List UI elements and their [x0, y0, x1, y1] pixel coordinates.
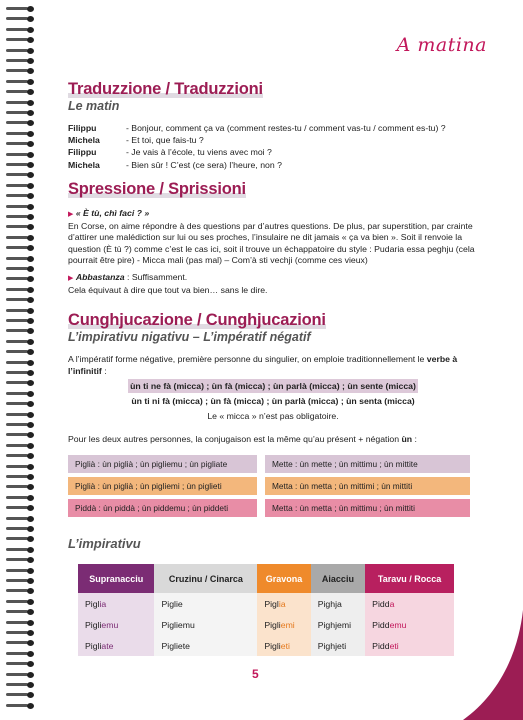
table-cell: [78, 593, 154, 614]
chapter-title: A matina: [396, 34, 487, 56]
spiral-ring: [6, 609, 36, 615]
table-cell: [257, 635, 310, 656]
ending: jemi: [335, 619, 352, 630]
spiral-ring: [6, 37, 36, 43]
spiral-ring: [6, 505, 36, 511]
spiral-ring: [6, 16, 36, 22]
spiral-ring: [6, 516, 36, 522]
spiral-ring: [6, 339, 36, 345]
table-row: [78, 635, 454, 656]
section-title-conjugation: [68, 311, 326, 329]
spiral-ring: [6, 464, 36, 470]
spiral-ring: [6, 547, 36, 553]
speaker-name: Filippu: [68, 147, 97, 158]
ending: jeti: [335, 640, 347, 651]
section-title-text: Cunghjucazione / Cunghjucazioni: [68, 311, 326, 329]
other-persons-note: [68, 434, 478, 446]
ending: emu: [101, 619, 119, 630]
section-title-translation: [68, 80, 263, 98]
ending: ia: [278, 598, 286, 609]
section-subtitle-imperative-negative: L’impirativu nigativu – L’impératif négatif: [68, 330, 311, 344]
stem: Pigli: [161, 640, 178, 651]
dialogue-line: [68, 146, 446, 158]
conjugation-box: Metta : ùn metta ; ùn mittimu ; ùn mittiti: [265, 499, 470, 517]
ending: eti: [280, 640, 290, 651]
spiral-ring: [6, 89, 36, 95]
ending: ia: [99, 598, 107, 609]
stem: Pigh: [317, 640, 336, 651]
conjugation-box: Piglià : ùn piglià ; ùn pigliemu ; ùn pigliate: [68, 455, 257, 473]
spiral-ring: [6, 152, 36, 158]
spiral-ring: [6, 651, 36, 657]
section-title-expression: [68, 180, 246, 198]
table-cell: [311, 635, 365, 656]
spiral-ring: [6, 640, 36, 646]
intro-text: A l’impératif forme négative, première personne du singulier, on emploie traditionnellement le: [68, 354, 427, 364]
spiral-ring: [6, 484, 36, 490]
spiral-ring: [6, 661, 36, 667]
section-title-text: Spressione / Sprissioni: [68, 180, 246, 198]
stem: Pigli: [264, 619, 281, 630]
spiral-ring: [6, 495, 36, 501]
spiral-ring: [6, 110, 36, 116]
stem: Pidd: [372, 598, 390, 609]
column-header: Supranacciu: [78, 564, 154, 593]
note-bold: ùn: [401, 434, 413, 444]
spiral-ring: [6, 672, 36, 678]
spiral-ring: [6, 162, 36, 168]
spiral-ring: [6, 620, 36, 626]
table-row: [78, 593, 454, 614]
spiral-ring: [6, 599, 36, 605]
table-cell: [257, 614, 310, 635]
ending: ete: [177, 640, 190, 651]
spiral-ring: [6, 453, 36, 459]
expression-definition: : Suffisamment.: [124, 272, 188, 282]
spiral-ring: [6, 131, 36, 137]
spiral-ring: [6, 100, 36, 106]
speaker-name: Michela: [68, 159, 100, 170]
expression-body: Cela équivaut à dire que tout va bien… sans le dire.: [68, 284, 268, 295]
spiral-ring: [6, 692, 36, 698]
spiral-ring: [6, 401, 36, 407]
spiral-ring: [6, 27, 36, 33]
micca-note: Le « micca » n’est pas obligatoire.: [207, 411, 339, 421]
column-header: Cruzinu / Cinarca: [154, 564, 257, 593]
spiral-ring: [6, 48, 36, 54]
spiral-ring: [6, 328, 36, 334]
spiral-ring: [6, 370, 36, 376]
ending: ie: [175, 598, 183, 609]
spiral-ring: [6, 172, 36, 178]
spiral-binding: [0, 0, 40, 720]
line-text: - Bien sûr ! C’est (ce sera) l’heure, non ?: [126, 159, 282, 170]
table-cell: [365, 593, 454, 614]
spiral-ring: [6, 349, 36, 355]
dialogue: [68, 122, 446, 171]
intro-bold: verbe à l’infinitif: [68, 354, 458, 376]
dialogue-line: [68, 134, 446, 146]
spiral-ring: [6, 568, 36, 574]
ending: emu: [177, 619, 195, 630]
conjugation-box: Piddà : ùn piddà ; ùn piddemu ; ùn piddeti: [68, 499, 257, 517]
table-cell: [154, 593, 257, 614]
page-number: 5: [252, 667, 259, 681]
spiral-ring: [6, 682, 36, 688]
ending: eti: [389, 640, 399, 651]
line-text: - Je vais à l’école, tu viens avec moi ?: [126, 147, 272, 158]
spiral-ring: [6, 380, 36, 386]
dialogue-line: [68, 159, 446, 171]
spiral-ring: [6, 526, 36, 532]
table-cell: [365, 614, 454, 635]
table-body: [78, 593, 454, 656]
table-cell: [257, 593, 310, 614]
dialogue-line: [68, 122, 446, 134]
column-header: Aiacciu: [311, 564, 365, 593]
section-title-text: Traduzzione / Traduzzioni: [68, 80, 263, 98]
spiral-ring: [6, 141, 36, 147]
spiral-ring: [6, 703, 36, 709]
expression-body: En Corse, on aime répondre à des questions par d’autres questions. De plus, par superstition, par crainte d’attirer une malédiction sur lui ou ses proches, l’insulaire ne dit jamais « ça va bien ». Soit il renvoie la question (È tù ?) comme c’est le cas ici, soit il trouve un échappatoire du style : Pudaria essa peghju (cela pourrait être pire) - Micca mali (pas mal) – Com’à sti vechji (comme ces vieux): [68, 220, 475, 266]
stem: Pigl: [85, 598, 100, 609]
stem: Pigli: [264, 640, 281, 651]
section-title-imperative: L’impirativu: [68, 536, 141, 551]
note-end: :: [412, 434, 417, 444]
line-text: - Bonjour, comment ça va (comment restes-tu / comment vas-tu / comment es-tu) ?: [126, 123, 446, 133]
expression-block-1: [68, 208, 478, 267]
spiral-ring: [6, 235, 36, 241]
table-cell: [365, 635, 454, 656]
expression-title: Abbastanza: [75, 272, 125, 282]
table-cell: [154, 614, 257, 635]
column-header: Gravona: [257, 564, 310, 593]
table-cell: [78, 635, 154, 656]
conjugation-box: Piglià : ùn piglià ; ùn pigliemi ; ùn piglieti: [68, 477, 257, 495]
corner-decoration: [463, 610, 523, 720]
speaker-name: Filippu: [68, 123, 97, 133]
column-header: Taravu / Rocca: [365, 564, 454, 593]
section-subtitle-matin: Le matin: [68, 99, 120, 113]
spiral-ring: [6, 588, 36, 594]
spiral-ring: [6, 68, 36, 74]
stem: Pigl: [161, 598, 176, 609]
spiral-ring: [6, 297, 36, 303]
spiral-ring: [6, 276, 36, 282]
table-row: [78, 614, 454, 635]
spiral-ring: [6, 308, 36, 314]
spiral-ring: [6, 422, 36, 428]
spiral-ring: [6, 245, 36, 251]
stem: Pidd: [372, 619, 390, 630]
ending: emu: [389, 619, 407, 630]
imperative-table: [78, 564, 454, 656]
spiral-ring: [6, 266, 36, 272]
spiral-ring: [6, 536, 36, 542]
ending: ate: [101, 640, 114, 651]
triangle-bullet-icon: ▶: [68, 275, 74, 282]
spiral-ring: [6, 183, 36, 189]
stem: Pidd: [372, 640, 390, 651]
expression-title: « È tù, chì faci ? »: [75, 208, 150, 218]
spiral-ring: [6, 224, 36, 230]
conjugation-intro: [68, 354, 478, 377]
table-cell: [154, 635, 257, 656]
spiral-ring: [6, 630, 36, 636]
spiral-ring: [6, 120, 36, 126]
spiral-ring: [6, 193, 36, 199]
intro-end: :: [101, 365, 107, 376]
spiral-ring: [6, 391, 36, 397]
table-header-row: [78, 564, 454, 593]
ending: emi: [280, 619, 295, 630]
note-text: Pour les deux autres personnes, la conjugaison est la même qu’au présent + négation: [68, 434, 402, 444]
expression-block-2: [68, 272, 478, 296]
spiral-ring: [6, 256, 36, 262]
line-text: - Et toi, que fais-tu ?: [126, 135, 204, 146]
spiral-ring: [6, 443, 36, 449]
stem: Pigl: [264, 598, 279, 609]
spiral-ring: [6, 412, 36, 418]
speaker-name: Michela: [68, 135, 100, 146]
spiral-ring: [6, 204, 36, 210]
stem: Pigli: [85, 619, 102, 630]
spiral-ring: [6, 6, 36, 12]
stem: Pigli: [161, 619, 178, 630]
stem: Pigli: [85, 640, 102, 651]
spiral-ring: [6, 578, 36, 584]
stem: Pigh: [317, 619, 336, 630]
conjugation-box: Metta : ùn metta ; ùn mittimi ; ùn mittiti: [265, 477, 470, 495]
spiral-ring: [6, 287, 36, 293]
conjugation-box: Mette : ùn mette ; ùn mittimu ; ùn mittite: [265, 455, 470, 473]
ending: ja: [335, 598, 342, 609]
triangle-bullet-icon: ▶: [68, 211, 74, 218]
example-line-1: ùn ti ne fà (micca) ; ùn fà (micca) ; ùn parlà (micca) ; ùn sente (micca): [130, 381, 416, 391]
table-cell: [78, 614, 154, 635]
stem: Pigh: [317, 598, 336, 609]
example-line-2: ùn ti ni fà (micca) ; ùn fà (micca) ; ùn parlà (micca) ; ùn senta (micca): [131, 396, 415, 406]
spiral-ring: [6, 58, 36, 64]
spiral-ring: [6, 360, 36, 366]
ending: a: [389, 598, 395, 609]
spiral-ring: [6, 557, 36, 563]
spiral-ring: [6, 318, 36, 324]
spiral-ring: [6, 79, 36, 85]
spiral-ring: [6, 214, 36, 220]
table-cell: [311, 593, 365, 614]
spiral-ring: [6, 432, 36, 438]
table-cell: [311, 614, 365, 635]
spiral-ring: [6, 474, 36, 480]
